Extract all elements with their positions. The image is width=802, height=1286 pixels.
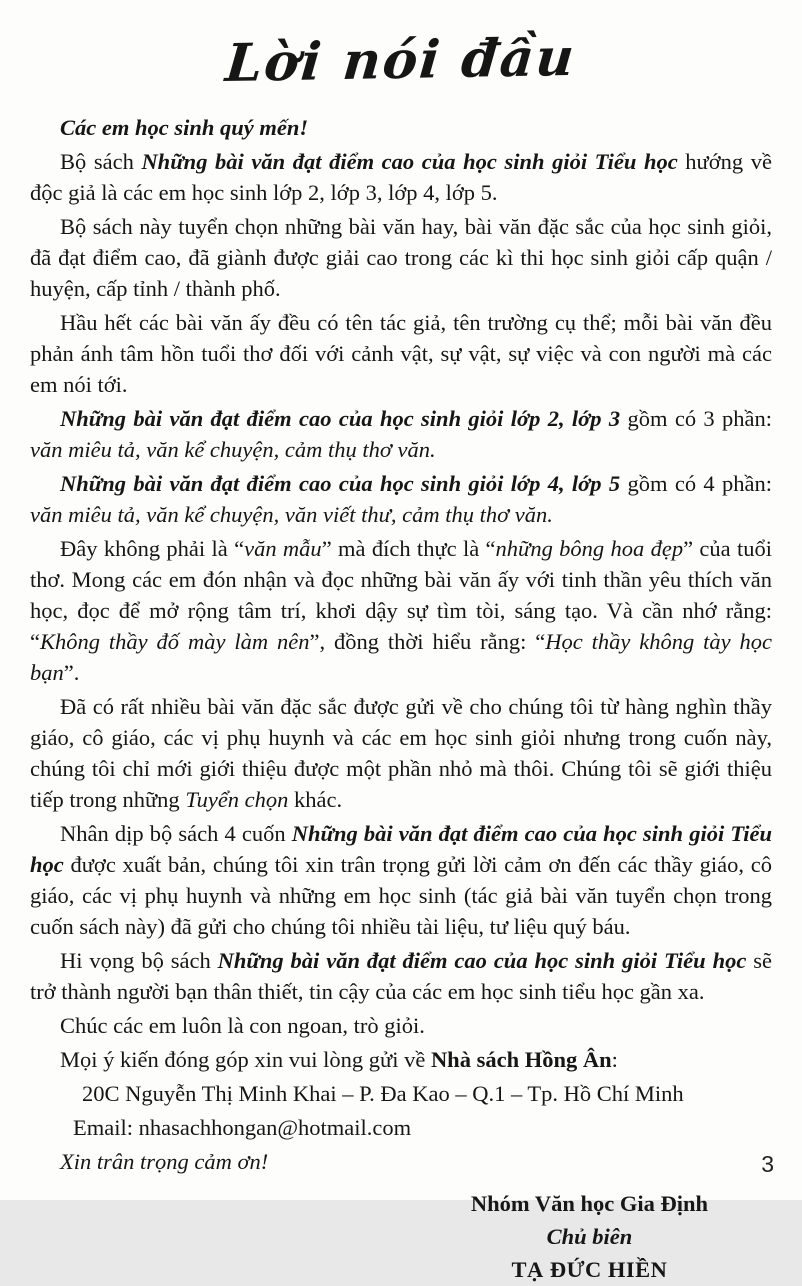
paragraph <box>30 307 772 400</box>
paragraph <box>30 468 772 530</box>
text-segment: khác. <box>288 787 343 812</box>
text-segment: Hi vọng bộ sách <box>60 948 218 973</box>
text-segment: Mọi ý kiến đóng góp xin vui lòng gửi về <box>60 1047 431 1072</box>
page-title-text: Lời nói đầu <box>223 26 579 95</box>
paragraph <box>30 533 772 688</box>
signature-block <box>471 1187 708 1286</box>
text-segment: Đây không phải là “ <box>60 536 245 561</box>
text-segment: Tuyển chọn <box>185 787 289 812</box>
text-segment: văn miêu tả, văn kể chuyện, văn viết thư, cảm thụ thơ văn. <box>30 502 553 527</box>
text-segment: ” của tuổi thơ. Mong các em đón nhận và đọc những bài văn ấy với tinh thần yêu thích văn học, đọc để mở rộng tâm trí, khơi dậy sự tìm tòi, sáng tạo. Và cần nhớ rằng: “ <box>30 536 772 654</box>
text-segment: Học thầy không tày học bạn <box>30 629 773 685</box>
paragraph <box>30 945 772 1007</box>
text-segment: ”. <box>63 660 80 685</box>
text-segment: hướng về độc giả là các em học sinh lớp 2, lớp 3, lớp 4, lớp 5. <box>30 149 772 205</box>
text-segment: Bộ sách này tuyển chọn những bài văn hay, bài văn đặc sắc của học sinh giỏi, đã đạt điểm cao, đã giành được giải cao trong các kì thi học sinh giỏi cấp quận / huyện, cấp tỉnh / thành phố. <box>30 214 772 301</box>
text-segment: văn miêu tả, văn kể chuyện, cảm thụ thơ văn. <box>30 437 436 462</box>
signature-role: Chủ biên <box>546 1224 633 1249</box>
signature-name: TẠ ĐỨC HIỀN <box>511 1257 668 1282</box>
paragraph <box>30 403 772 465</box>
paragraph <box>30 691 772 815</box>
text-segment: Hầu hết các bài văn ấy đều có tên tác giả, tên trường cụ thể; mỗi bài văn đều phản ánh tâm hồn tuổi thơ đối với cảnh vật, sự vật, sự việc và con người mà các em nói tới. <box>30 310 772 397</box>
text-segment: được xuất bản, chúng tôi xin trân trọng gửi lời cảm ơn đến các thầy giáo, cô giáo, các vị phụ huynh và những em học sinh (tác giả bài văn tuyển chọn trong cuốn sách này) đã gửi cho chúng tôi nhiều tài liệu, tư liệu quý báu. <box>30 852 772 939</box>
text-segment: ”, đồng thời hiểu rằng: “ <box>309 629 546 654</box>
text-segment: sẽ trở thành người bạn thân thiết, tin cậy của các em học sinh tiểu học gần xa. <box>30 948 772 1004</box>
paragraph <box>30 818 772 942</box>
text-segment: Bộ sách <box>60 149 142 174</box>
paragraph <box>30 1146 772 1177</box>
text-segment: Nhân dịp bộ sách 4 cuốn <box>60 821 292 846</box>
text-segment: Các em học sinh quý mến! <box>60 115 309 140</box>
text-segment: Những bài văn đạt điểm cao của học sinh giỏi lớp 4, lớp 5 <box>60 471 621 496</box>
paragraph <box>30 1044 772 1075</box>
paragraph <box>30 1112 772 1143</box>
paragraph <box>30 112 772 143</box>
text-segment: : <box>611 1047 618 1072</box>
text-segment: Không thầy đố mày làm nên <box>40 629 310 654</box>
text-segment: Xin trân trọng cảm ơn! <box>60 1149 269 1174</box>
text-segment: Email: nhasachhongan@hotmail.com <box>73 1115 412 1140</box>
text-segment: văn mẫu <box>244 536 322 561</box>
text-segment: Những bài văn đạt điểm cao của học sinh giỏi Tiểu học <box>30 821 772 877</box>
paragraph <box>30 211 772 304</box>
page-title <box>30 26 772 95</box>
signature-group: Nhóm Văn học Gia Định <box>470 1191 708 1216</box>
text-segment: ” mà đích thực là “ <box>321 536 496 561</box>
text-segment: Những bài văn đạt điểm cao của học sinh giỏi Tiểu học <box>217 948 747 973</box>
text-segment: gồm có 4 phần: <box>620 471 773 496</box>
page-number: 3 <box>761 1151 774 1177</box>
text-segment: Nhà sách Hồng Ân <box>430 1047 612 1072</box>
paragraph <box>30 1078 772 1109</box>
text-segment: 20C Nguyễn Thị Minh Khai – P. Đa Kao – Q.1 – Tp. Hồ Chí Minh <box>82 1081 684 1106</box>
paragraphs <box>30 112 772 1177</box>
text-segment: Những bài văn đạt điểm cao của học sinh giỏi lớp 2, lớp 3 <box>60 406 621 431</box>
paragraph <box>30 1010 772 1041</box>
text-segment: những bông hoa đẹp <box>495 536 684 561</box>
text-segment: gồm có 3 phần: <box>620 406 773 431</box>
text-segment: Chúc các em luôn là con ngoan, trò giỏi. <box>60 1013 425 1038</box>
text-segment: Đã có rất nhiều bài văn đặc sắc được gửi về cho chúng tôi từ hàng nghìn thầy giáo, cô giáo, các vị phụ huynh và các em học sinh giỏi nhưng trong cuốn này, chúng tôi chỉ mới giới thiệu được một phần nhỏ mà thôi. Chúng tôi sẽ giới thiệu tiếp trong những <box>30 694 772 812</box>
text-segment: Những bài văn đạt điểm cao của học sinh giỏi Tiểu học <box>141 149 678 174</box>
paragraph <box>30 146 772 208</box>
